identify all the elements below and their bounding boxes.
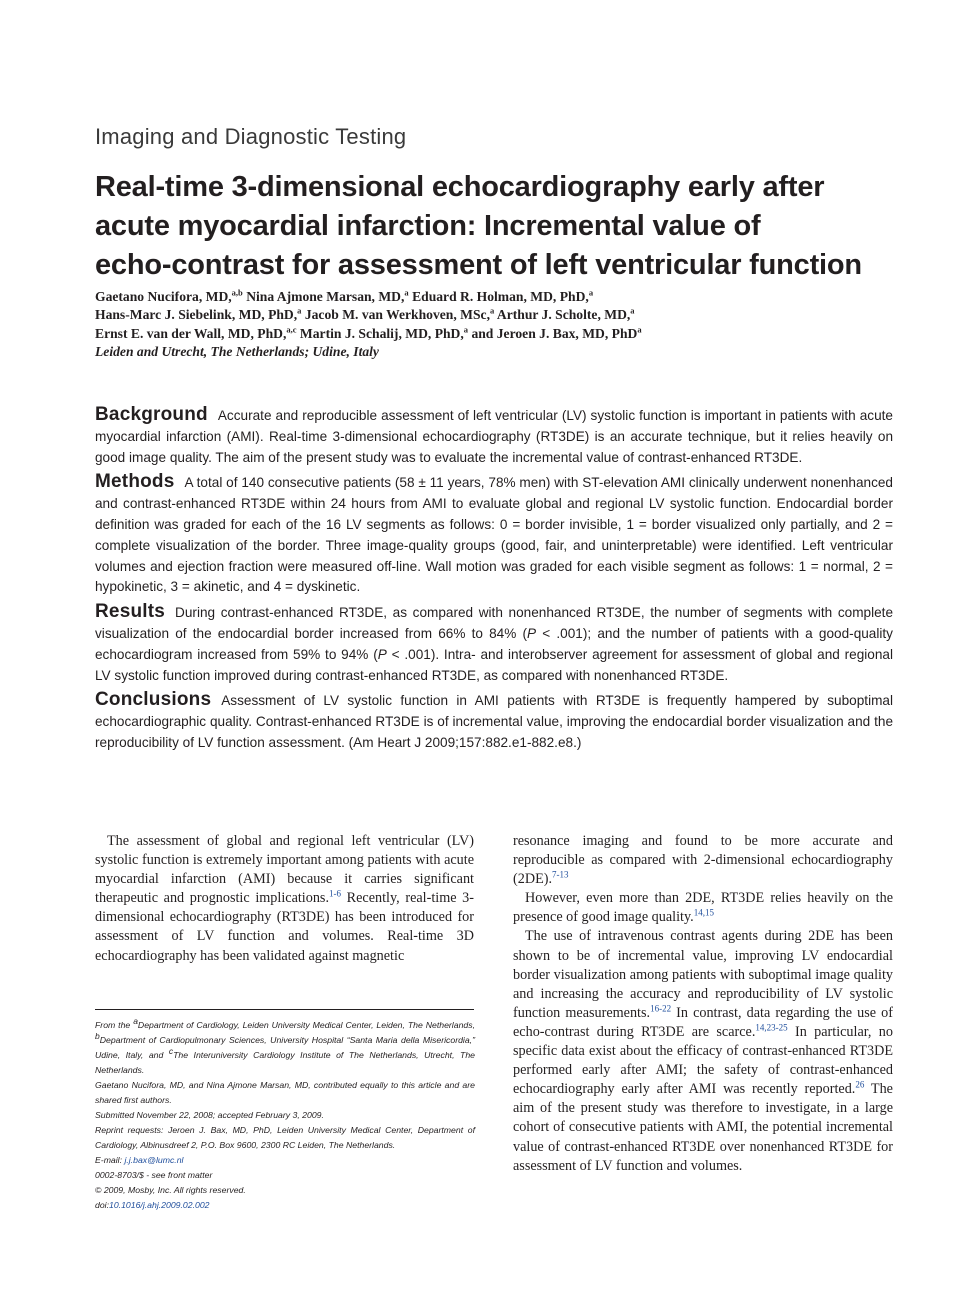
abstract-text: Assessment of LV systolic function in AMI patients with RT3DE is frequently hampered by suboptimal echocardiographic quality. Contrast-enhanced RT3DE is of incremental value, improving the endocardial border visualization and the reproducibility of LV function assessment. (Am Heart J 2009;157:882.e1-882.e8.) [95,693,893,750]
email-label: E-mail: [95,1155,125,1165]
body-text: The use of intravenous contrast agents during 2DE has been shown to be of incremental value, improving LV endocardial border visualization among patients with suboptimal image quality and increasing the accuracy and reproducibility of LV systolic function measurements. [513,928,893,1021]
title-line: echo-contrast for assessment of left ventricular function [95,249,862,281]
footnote-text: The Interuniversity Cardiology Institute of The Netherlands, Utrecht, The Netherlands. [95,1050,475,1075]
reprint-requests: Reprint requests: Jeroen J. Bax, MD, PhD, Leiden University Medical Center, Department of Cardiology, Albinusdreef 2, P.O. Box 9600, 2300 RC Leiden, The Netherlands. [95,1125,475,1150]
abstract [95,405,893,758]
author-affiliation-mark: a [463,324,469,335]
body-text: In contrast, data regarding the use of echo-contrast during RT3DE are scarce. [513,1004,893,1040]
abstract-text: A total of 140 consecutive patients (58 ± 11 years, 78% men) with ST-elevation AMI clinically underwent nonenhanced and contrast-enhanced RT3DE within 24 hours from AMI to evaluate global and regional LV systolic function. Endocardial border definition was graded for each of the 16 LV segments as follows: 0 = border invisible, 1 = border visualized only partially, and 2 = complete visualization of the border. Three image-quality groups (good, fair, and uninterpretable) were identified. Left ventricular volumes and ejection fraction were measured off-line. Wall motion was graded for each visible segment as follows: 1 = normal, 2 = hypokinetic, 3 = akinetic, and 4 = dyskinetic. [95,475,893,595]
author-line [95,288,915,306]
doi-label: doi: [95,1200,110,1210]
abstract-heading: Conclusions [95,689,212,711]
abstract-text: During contrast-enhanced RT3DE, as compared with nonenhanced RT3DE, the number of segments with complete visualization of the endocardial border increased from 66% to 84% ( [95,605,893,641]
footnote-text: Department of Cardiopulmonary Sciences, University Hospital “Santa Maria della Misericordia,” Udine, Italy, and [95,1035,475,1060]
author-affiliation-mark: a,b [231,287,243,298]
abstract-heading: Background [95,404,208,425]
abstract-text: Accurate and reproducible assessment of left ventricular (LV) systolic function is important in patients with acute myocardial infarction (AMI). Real-time 3-dimensional echocardiography (RT3DE) is an accurate technique, but it relies heavily on good image quality. The aim of the present study was to evaluate the incremental value of contrast-enhanced RT3DE. [95,408,893,465]
author-name: Martin J. Schalij, MD, PhD, [299,325,464,341]
title-line: Real-time 3-dimensional echocardiography early after [95,171,825,203]
footnote-divider [95,1009,474,1010]
author-list [95,288,915,361]
abstract-background [95,405,893,468]
abstract-results [95,602,893,686]
author-affiliation-mark: a [404,287,409,298]
body-paragraph [513,889,893,927]
author-line [95,306,915,324]
footnote-text: From the [95,1020,134,1030]
author-affiliation-mark: a [588,287,594,298]
footnote-text: Department of Cardiology, Leiden University Medical Center, Leiden, The Netherlands, [137,1020,475,1030]
body-text: In particular, no specific data exist about the efficacy of contrast-enhanced RT3DE performed early after AMI; the safety of contrast-enhanced echocardiography early after AMI was recently reported. [513,1023,893,1098]
issn-line: 0002-8703/$ - see front matter [95,1170,213,1180]
author-affiliation-mark: a [297,305,302,316]
author-affiliation-mark: a [489,305,495,316]
author-name: Hans-Marc J. Siebelink, MD, PhD, [95,307,298,323]
citation-link[interactable]: 14,23-25 [755,1022,788,1033]
abstract-methods [95,472,893,598]
author-affiliation-mark: a [637,324,642,335]
citation-link[interactable]: 1-6 [329,888,342,899]
author-name: Jacob M. van Werkhoven, MSc, [304,307,490,323]
body-text: The assessment of global and regional left ventricular (LV) systolic function is extremely important among patients with acute myocardial infarction (AMI) because it carries significant therapeutic and prognostic implications. [95,833,474,907]
body-column-left [95,832,474,966]
abstract-heading: Methods [95,471,175,493]
author-affiliation-mark: a,c [286,324,297,335]
body-text: resonance imaging and found to be more accurate and reproducible as compared with 2-dimensional echocardiography (2DE). [513,833,893,888]
abstract-conclusions [95,690,893,753]
affiliation-mark: a [133,1016,138,1027]
abstract-text: < .001); and the number of patients with a good-quality echocardiogram increased from 59% to 94% ( [95,625,893,662]
body-paragraph [95,832,474,966]
body-paragraph [513,927,893,1175]
title-line: acute myocardial infarction: Incremental value of [95,210,761,242]
doi-line [95,1198,475,1213]
submission-dates: Submitted November 22, 2008; accepted February 3, 2009. [95,1110,324,1120]
equal-contribution-note: Gaetano Nucifora, MD, and Nina Ajmone Marsan, MD, contributed equally to this article and are shared first authors. [95,1080,475,1105]
author-name: Arthur J. Scholte, MD, [496,307,631,323]
doi-link[interactable]: 10.1016/j.ahj.2009.02.002 [109,1200,210,1210]
author-affiliation-mark: a [630,305,635,316]
affiliation-mark: c [168,1046,174,1057]
section-label: Imaging and Diagnostic Testing [95,124,407,149]
affiliation-mark: b [95,1031,100,1042]
body-text: The aim of the present study was therefore to investigate, in a large cohort of consecutive patients with AMI, the potential incremental value of contrast-enhanced RT3DE over nonenhanced RT3DE for assessment of LV function and volumes. [513,1081,893,1174]
body-text: However, even more than 2DE, RT3DE relies heavily on the presence of good image quality. [513,890,893,926]
author-locations: Leiden and Utrecht, The Netherlands; Udine, Italy [95,343,379,359]
citation-link[interactable]: 7-13 [552,869,569,880]
email-line [95,1153,475,1168]
author-name: Ernst E. van der Wall, MD, PhD, [95,325,287,341]
copyright-line: © 2009, Mosby, Inc. All rights reserved. [95,1185,246,1195]
body-paragraph [513,832,893,889]
citation-link[interactable]: 16-22 [650,1003,672,1014]
article-title [95,168,905,285]
p-value-symbol: P [527,625,537,641]
author-name: Eduard R. Holman, MD, PhD, [412,289,589,304]
author-name: and Jeroen J. Bax, MD, PhD [471,325,638,341]
abstract-text: < .001). Intra- and interobserver agreement for assessment of global and regional LV systolic function improved during contrast-enhanced RT3DE, as compared with nonenhanced RT3DE. [95,646,893,683]
footnotes [95,1018,475,1213]
email-link[interactable]: j.j.bax@lumc.nl [124,1155,184,1165]
affiliation-footnote [95,1018,475,1078]
author-name: Gaetano Nucifora, MD, [95,289,232,304]
author-line [95,325,915,343]
abstract-heading: Results [95,601,166,623]
body-text: Recently, real-time 3-dimensional echocardiography (RT3DE) has been introduced for assessment of LV function and volumes. Real-time 3D echocardiography has been validated against magnetic [95,890,474,964]
citation-link[interactable]: 14,15 [693,907,714,918]
body-column-right [513,832,893,1176]
citation-link[interactable]: 26 [855,1079,865,1090]
author-name: Nina Ajmone Marsan, MD, [246,289,405,304]
p-value-symbol: P [377,646,387,662]
